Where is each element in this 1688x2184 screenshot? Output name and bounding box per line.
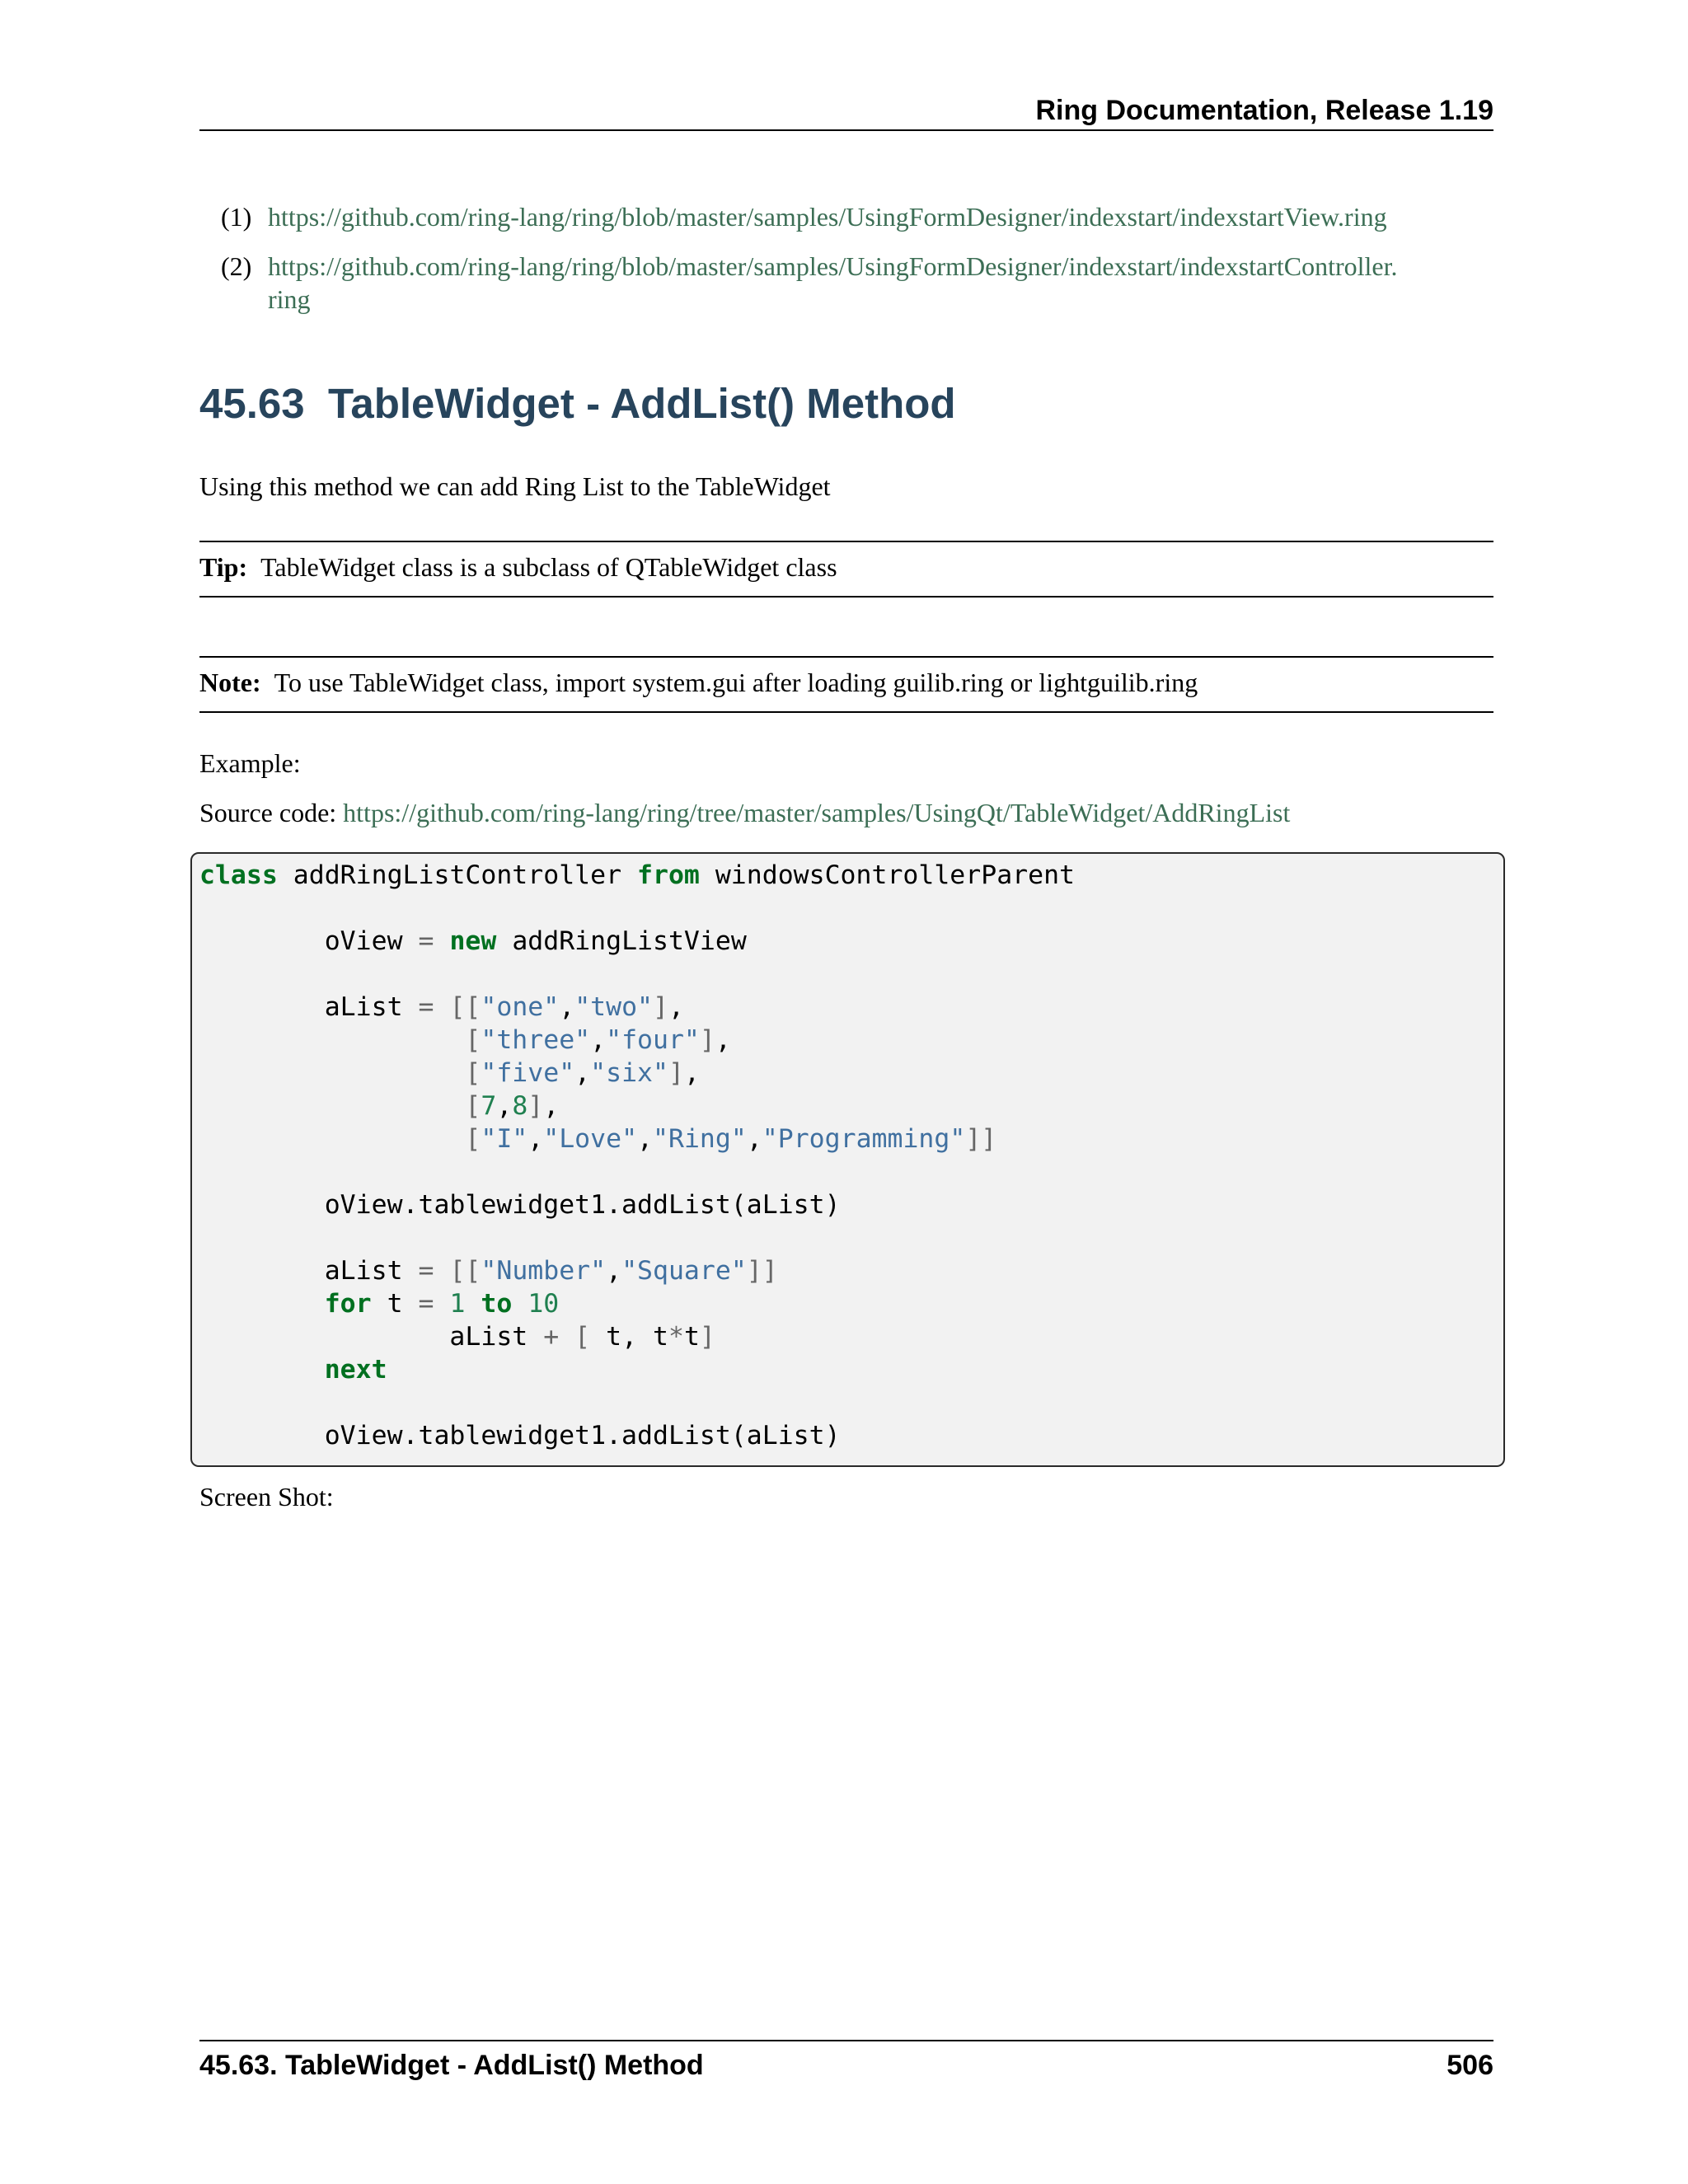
code-text bbox=[559, 1322, 574, 1352]
code-operator: [[ bbox=[449, 1256, 481, 1286]
code-text bbox=[199, 1355, 325, 1385]
example-label: Example: bbox=[199, 748, 301, 778]
code-line bbox=[199, 1254, 1493, 1287]
code-line bbox=[199, 1024, 1493, 1057]
intro-paragraph: Using this method we can add Ring List to the TableWidget bbox=[199, 471, 831, 501]
code-line bbox=[199, 859, 1493, 892]
code-text: , bbox=[496, 1091, 513, 1121]
code-text: t, t bbox=[590, 1322, 668, 1352]
code-string: "Love" bbox=[543, 1124, 638, 1154]
code-text: , bbox=[668, 992, 684, 1022]
code-operator: ] bbox=[653, 992, 668, 1022]
code-text: , bbox=[637, 1124, 654, 1154]
running-footer bbox=[199, 2046, 1493, 2085]
code-operator: [ bbox=[465, 1124, 481, 1154]
section-number: 45.63 bbox=[199, 380, 305, 427]
footnote-link[interactable]: https://github.com/ring-lang/ring/blob/master/samples/UsingFormDesigner/indexstart/indexstartView.ring bbox=[268, 202, 1387, 232]
code-text: oView.tablewidget1.addList(aList) bbox=[199, 1421, 841, 1451]
code-line bbox=[199, 1320, 1493, 1353]
code-string: "four" bbox=[606, 1025, 700, 1055]
code-line bbox=[199, 1090, 1493, 1122]
code-number: 7 bbox=[481, 1091, 497, 1121]
code-string: "one" bbox=[481, 992, 560, 1022]
code-text: , bbox=[574, 1058, 591, 1088]
source-code-link[interactable]: https://github.com/ring-lang/ring/tree/master/samples/UsingQt/TableWidget/AddRingList bbox=[343, 798, 1291, 827]
code-line bbox=[199, 1221, 1493, 1254]
code-text bbox=[434, 1289, 450, 1319]
code-operator: [[ bbox=[449, 992, 481, 1022]
code-text: , bbox=[528, 1124, 544, 1154]
code-text: , bbox=[715, 1025, 731, 1055]
code-operator: [ bbox=[574, 1322, 591, 1352]
code-text bbox=[465, 1289, 481, 1319]
source-code-line bbox=[199, 794, 1290, 831]
code-string: "two" bbox=[574, 992, 654, 1022]
footnote-link-line-1: https://github.com/ring-lang/ring/blob/master/samples/UsingFormDesigner/indexstart/indexstartController. bbox=[268, 251, 1398, 281]
code-text: aList bbox=[199, 992, 419, 1022]
code-text bbox=[512, 1289, 528, 1319]
code-operator: ] bbox=[699, 1322, 715, 1352]
code-string: "Square" bbox=[621, 1256, 747, 1286]
code-operator: ]] bbox=[746, 1256, 778, 1286]
note-top-rule bbox=[199, 656, 1493, 658]
code-line bbox=[199, 1155, 1493, 1188]
code-keyword: next bbox=[324, 1355, 387, 1385]
code-text bbox=[434, 1256, 449, 1286]
code-operator: [ bbox=[465, 1058, 481, 1088]
code-number: 10 bbox=[528, 1289, 560, 1319]
code-text bbox=[434, 992, 449, 1022]
code-string: "three" bbox=[481, 1025, 591, 1055]
code-text: aList bbox=[199, 1322, 544, 1352]
code-operator: + bbox=[543, 1322, 560, 1352]
footnote-link-line-2: ring bbox=[268, 284, 311, 314]
tip-top-rule bbox=[199, 541, 1493, 542]
code-string: "six" bbox=[590, 1058, 668, 1088]
section-title: TableWidget - AddList() Method bbox=[327, 380, 956, 427]
code-text: , bbox=[590, 1025, 607, 1055]
code-text: , bbox=[559, 992, 575, 1022]
code-line bbox=[199, 1188, 1493, 1221]
running-header: Ring Documentation, Release 1.19 bbox=[1035, 95, 1493, 126]
source-code-label: Source code: bbox=[199, 798, 337, 827]
code-operator: ] bbox=[668, 1058, 684, 1088]
code-operator: [ bbox=[465, 1025, 481, 1055]
note-admonition bbox=[199, 664, 1198, 701]
tip-label: Tip: bbox=[199, 552, 248, 582]
code-text bbox=[199, 1124, 465, 1154]
footer-rule bbox=[199, 2040, 1493, 2041]
code-listing bbox=[199, 859, 1493, 1452]
code-text bbox=[434, 926, 449, 956]
code-operator: ] bbox=[528, 1091, 544, 1121]
code-line bbox=[199, 1419, 1493, 1452]
code-keyword: to bbox=[481, 1289, 513, 1319]
code-string: "Programming" bbox=[762, 1124, 966, 1154]
code-text bbox=[199, 1091, 465, 1121]
code-string: "five" bbox=[481, 1058, 575, 1088]
code-text bbox=[199, 1025, 465, 1055]
tip-admonition bbox=[199, 549, 837, 585]
tip-bottom-rule bbox=[199, 596, 1493, 598]
note-label: Note: bbox=[199, 668, 261, 697]
code-text: t bbox=[371, 1289, 419, 1319]
code-text: addRingListController bbox=[277, 860, 638, 890]
footnote-label: (2) bbox=[221, 251, 252, 281]
code-text: windowsControllerParent bbox=[699, 860, 1076, 890]
code-line bbox=[199, 958, 1493, 991]
section-heading bbox=[199, 375, 956, 433]
code-operator: ] bbox=[699, 1025, 715, 1055]
code-text: oView bbox=[199, 926, 419, 956]
code-text bbox=[199, 1058, 465, 1088]
code-string: "Number" bbox=[481, 1256, 607, 1286]
code-number: 1 bbox=[449, 1289, 466, 1319]
code-line bbox=[199, 1353, 1493, 1386]
code-text bbox=[199, 1289, 325, 1319]
code-operator: = bbox=[418, 1289, 434, 1319]
code-operator: ]] bbox=[965, 1124, 997, 1154]
note-text: To use TableWidget class, import system.gui after loading guilib.ring or lightguilib.ring bbox=[274, 668, 1198, 697]
tip-text: TableWidget class is a subclass of QTableWidget class bbox=[260, 552, 837, 582]
code-string: "I" bbox=[481, 1124, 528, 1154]
footer-section: 45.63. TableWidget - AddList() Method bbox=[199, 2050, 704, 2081]
code-keyword: from bbox=[637, 860, 700, 890]
code-text: aList bbox=[199, 1256, 419, 1286]
code-line bbox=[199, 991, 1493, 1024]
code-keyword: for bbox=[324, 1289, 372, 1319]
code-operator: = bbox=[418, 1256, 434, 1286]
code-text: , bbox=[683, 1058, 700, 1088]
code-line bbox=[199, 1386, 1493, 1419]
code-string: "Ring" bbox=[653, 1124, 747, 1154]
code-operator: = bbox=[418, 926, 434, 956]
code-line bbox=[199, 925, 1493, 958]
code-number: 8 bbox=[512, 1091, 528, 1121]
code-keyword: class bbox=[199, 860, 278, 890]
header-rule bbox=[199, 129, 1493, 131]
code-line bbox=[199, 892, 1493, 925]
screenshot-label: Screen Shot: bbox=[199, 1482, 334, 1511]
code-text: , bbox=[606, 1256, 622, 1286]
code-operator: [ bbox=[465, 1091, 481, 1121]
code-text: , bbox=[746, 1124, 762, 1154]
code-text: t bbox=[683, 1322, 700, 1352]
code-text: , bbox=[543, 1091, 560, 1121]
code-line bbox=[199, 1122, 1493, 1155]
footnote-label: (1) bbox=[221, 202, 252, 232]
code-line bbox=[199, 1287, 1493, 1320]
note-bottom-rule bbox=[199, 711, 1493, 713]
code-text: oView.tablewidget1.addList(aList) bbox=[199, 1190, 841, 1220]
page-number: 506 bbox=[1447, 2050, 1493, 2081]
code-keyword: new bbox=[449, 926, 497, 956]
code-text: addRingListView bbox=[496, 926, 747, 956]
code-operator: * bbox=[668, 1322, 684, 1352]
code-line bbox=[199, 1057, 1493, 1090]
footnote-link[interactable] bbox=[268, 250, 1521, 316]
code-operator: = bbox=[418, 992, 434, 1022]
